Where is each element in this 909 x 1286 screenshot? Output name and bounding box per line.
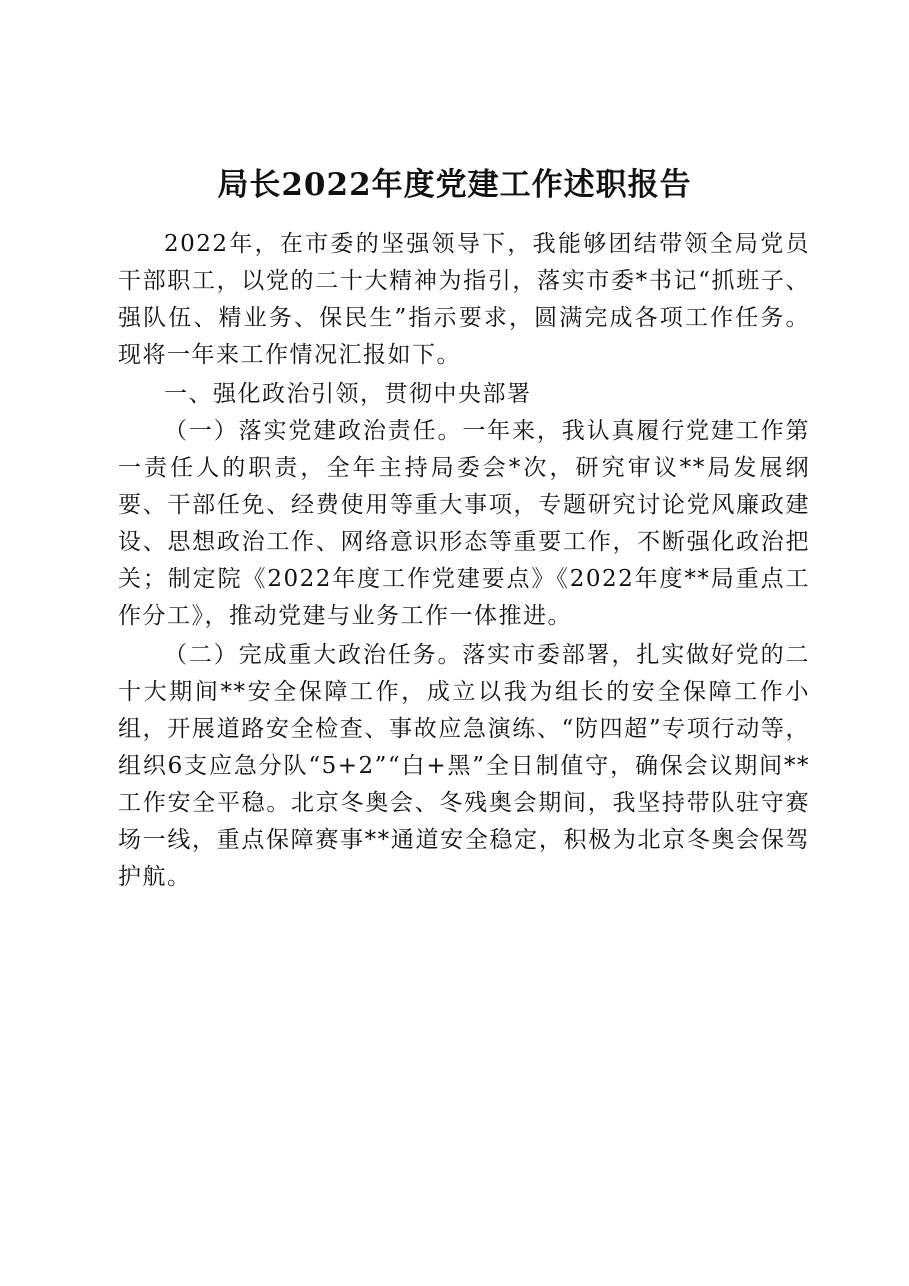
document-title: 局长2022年度党建工作述职报告	[217, 167, 692, 203]
subsection-paragraph-1: （一）落实党建政治责任。一年来，我认真履行党建工作第一责任人的职责，全年主持局委会*次，研究审议**局发展纲要、干部任免、经费使用等重大事项，专题研究讨论党风廉政建设、思想政治工作、网络意识形态等重要工作，不断强化政治把关；制定院《2022年度工作党建要点》《2022年度**局重点工作分工》，推动党建与业务工作一体推进。	[118, 418, 810, 629]
subsection-paragraph-2: （二）完成重大政治任务。落实市委部署，扎实做好党的二十大期间**安全保障工作，成立以我为组长的安全保障工作小组，开展道路安全检查、事故应急演练、“防四超”专项行动等，组织6支应急分队“5+2”“白+黑”全日制值守，确保会议期间**工作安全平稳。北京冬奥会、冬残奥会期间，我坚持带队驻守赛场一线，重点保障赛事**通道安全稳定，积极为北京冬奥会保驾护航。	[118, 642, 810, 890]
intro-paragraph: 2022年，在市委的坚强领导下，我能够团结带领全局党员干部职工，以党的二十大精神为指引，落实市委*书记“抓班子、强队伍、精业务、保民生”指示要求，圆满完成各项工作任务。现将一年来工作情况汇报如下。	[118, 231, 810, 368]
document-body	[118, 226, 810, 896]
section-heading: 一、强化政治引领，贯彻中央部署	[164, 381, 532, 407]
